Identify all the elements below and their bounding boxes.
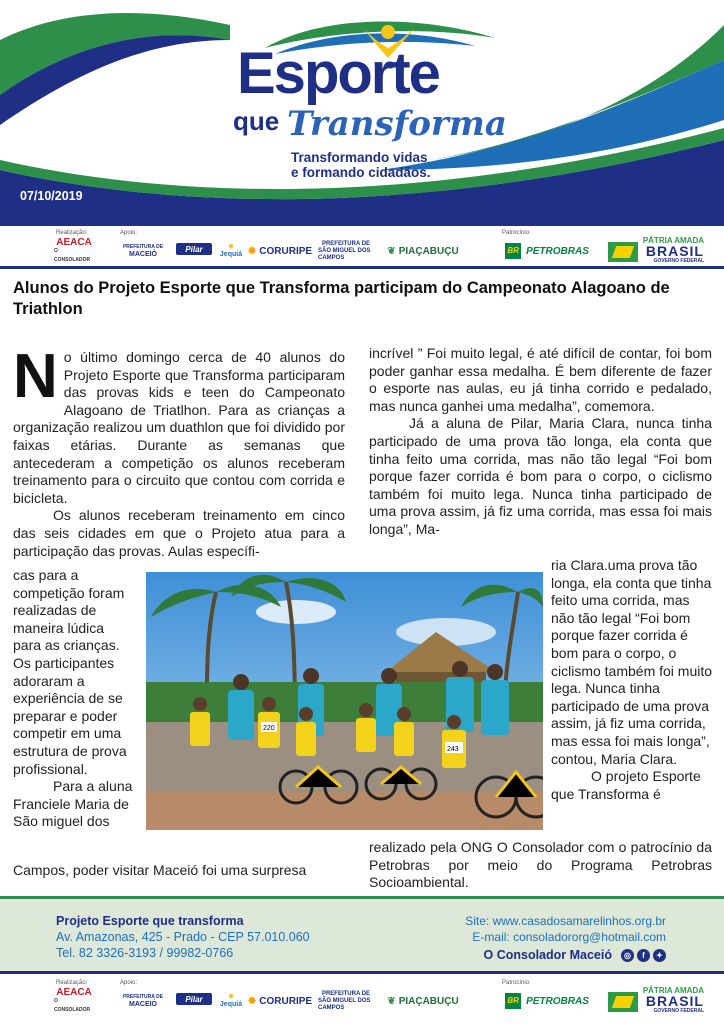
paragraph-3: Para a aluna Franciele Maria de São miguel dos — [13, 778, 133, 830]
article-column-left — [13, 342, 345, 560]
coruripe-logo-text: CORURIPE — [259, 245, 313, 257]
pilar-logo: Pilar — [176, 993, 212, 1005]
bib-number-1: 220 — [263, 725, 275, 732]
jequia-sun-icon: ● — [227, 241, 235, 252]
petrobras-logo-text: PETROBRAS — [526, 995, 589, 1007]
prefeitura-maceio-logo — [120, 240, 166, 262]
quote-paragraph-1: incrível ” Foi muito legal, é até difícil de contar, foi bom poder ganhar essa medalha. É bem diferente de fazer o esporte nas aulas, eu já tinha corrido e pedalado, mas nunca ganhei uma medalha”, comemora. — [369, 345, 712, 414]
label-apoio: Apoio: — [120, 230, 138, 236]
pilar-logo: Pilar — [176, 243, 212, 255]
piacabucu-leaf-icon: ❦ — [387, 245, 396, 257]
piacabucu-logo — [384, 990, 462, 1012]
jequia-logo-text: Jequiá — [219, 251, 243, 258]
brazil-flag-icon — [608, 992, 638, 1012]
jequia-logo — [218, 990, 244, 1012]
patria-l1: PÁTRIA AMADA — [642, 986, 704, 995]
prefeitura-maceio-l1: PREFEITURA DE — [122, 994, 164, 1000]
phone: Tel. 82 3326-3193 / 99982-0766 — [56, 946, 234, 960]
patria-l2: BRASIL — [645, 243, 704, 259]
sao-miguel-l1: PREFEITURA DE — [321, 240, 371, 247]
aeaca-logo-text: AEACA — [56, 236, 92, 248]
paragraph-2-continued: cas para a competição foram realizadas de maneira lúdica para as crianças. Os participantes adoraram a experiência de se preparar e poder competir em uma estrutura de prova profissional. — [13, 567, 127, 777]
logo-word-esporte: Esporte — [237, 41, 439, 106]
closing-paragraph-continued: realizado pela ONG O Consolador com o patrocínio da Petrobras por meio do Programa Petrobras Socioambiental. — [369, 839, 712, 891]
prefeitura-maceio-l2: MACEIÓ — [129, 1001, 157, 1008]
logo-word-que: que — [233, 106, 280, 136]
coruripe-sun-icon: ✹ — [247, 245, 257, 257]
petrobras-logo-text: PETROBRAS — [526, 245, 589, 257]
address: Av. Amazonas, 425 - Prado - CEP 57.010.060 — [56, 930, 310, 944]
esporte-que-transforma-logo — [225, 18, 525, 188]
coruripe-logo — [248, 990, 312, 1012]
contact-footer — [0, 896, 724, 974]
closing-paragraph: O projeto Esporte que Transforma é — [551, 768, 701, 802]
twitter-icon[interactable]: ✦ — [653, 949, 666, 962]
issue-date: 07/10/2019 — [20, 189, 83, 203]
prefeitura-maceio-logo — [120, 990, 166, 1012]
article-column-right-narrow — [551, 557, 714, 803]
petrobras-br-mark: BR — [505, 243, 521, 259]
sao-miguel-l1: PREFEITURA DE — [321, 990, 371, 997]
label-patrocinio: Patrocínio: — [502, 230, 531, 236]
label-apoio: Apoio: — [120, 980, 138, 986]
piacabucu-logo-text: PIAÇABUÇU — [398, 995, 459, 1007]
drop-cap: N — [13, 342, 58, 411]
tagline-line-1: Transformando vidas — [291, 150, 428, 165]
jequia-logo-text: Jequiá — [219, 1001, 243, 1008]
coruripe-logo — [248, 240, 312, 262]
header-banner — [0, 0, 724, 226]
article-column-left-narrow — [13, 567, 133, 831]
project-name: Projeto Esporte que transforma — [56, 914, 244, 928]
brazil-flag-icon — [608, 242, 638, 262]
prefeitura-maceio-l1: PREFEITURA DE — [122, 244, 164, 250]
coruripe-logo-text: CORURIPE — [259, 995, 313, 1007]
paragraph-1: o último domingo cerca de 40 alunos do Projeto Esporte que Transforma participaram das provas kids e teen do Campeonato Alagoano de Triatlhon. Para as crianças a organização realizou um duathlon que foi dividido por faixas etárias. Durante as semanas que antecederam a competição os alunos receberam treinamento para o circuito que contou com corrida e bicicleta. — [13, 349, 345, 506]
piacabucu-logo — [384, 240, 462, 262]
petrobras-br-mark: BR — [505, 993, 521, 1009]
logo-tagline — [291, 150, 481, 180]
logo-word-transforma: Transforma — [287, 104, 507, 144]
social-handle: O Consolador Maceió — [483, 948, 612, 962]
jequia-sun-icon: ● — [227, 991, 235, 1002]
quote-paragraph-2: Já a aluna de Pilar, Maria Clara, nunca tinha participado de uma prova tão longa, ela conta que tinha feito uma corrida, mas não tão legal “Foi bom porque fazer corrida é bom para o corpo, o ciclismo também foi muito lega. Nunca tinha participado de uma prova assim, já fiz uma corrida, mas essa foi mais longa”, Ma- — [369, 415, 712, 537]
group-photo — [146, 572, 543, 830]
sponsor-bar-top — [0, 227, 724, 269]
coruripe-sun-icon: ✹ — [247, 995, 257, 1007]
quote-paragraph-2-continued: ria Clara.uma prova tão longa, ela conta que tinha feito uma corrida, mas não tão legal “Foi bom porque fazer corrida é bom para o corpo, o ciclismo também foi muito lega. Nunca tinha participado de uma prova assim, já fiz uma corrida, mas essa foi mais longa”, contou, Maria Clara. — [551, 557, 713, 767]
petrobras-logo — [500, 990, 594, 1012]
label-patrocinio: Patrocínio: — [502, 980, 531, 986]
jequia-logo — [218, 240, 244, 262]
bib-number-2: 243 — [447, 746, 459, 753]
paragraph-3-continued: Campos, poder visitar Maceió foi uma surpresa — [13, 862, 307, 878]
petrobras-logo — [500, 240, 594, 262]
aeaca-logo — [54, 236, 94, 263]
paragraph-2: Os alunos receberam treinamento em cinco das seis cidades em que o Projeto atua para a participação das provas. Aulas específi- — [13, 507, 345, 559]
patria-l3: GOVERNO FEDERAL — [653, 1008, 704, 1014]
instagram-icon[interactable]: ◎ — [621, 949, 634, 962]
website-link[interactable]: Site: www.casadosamarelinhos.org.br — [465, 914, 666, 928]
sao-miguel-logo — [318, 990, 374, 1012]
sao-miguel-l2: SÃO MIGUEL DOS CAMPOS — [318, 247, 371, 261]
patria-l3: GOVERNO FEDERAL — [653, 258, 704, 264]
tagline-line-2: e formando cidadãos. — [291, 165, 431, 180]
label-realizacao: Realização: — [56, 230, 88, 236]
aeaca-logo-sub: O CONSOLADOR — [54, 247, 91, 263]
patria-amada-brasil-logo — [608, 986, 704, 1014]
social-block — [484, 948, 667, 962]
email-link[interactable]: E-mail: consoladororg@hotmail.com — [472, 930, 666, 944]
aeaca-logo-text: AEACA — [56, 986, 92, 998]
sao-miguel-logo — [318, 240, 374, 262]
athletes-photo-illustration — [146, 572, 543, 830]
aeaca-logo-sub: O CONSOLADOR — [54, 997, 91, 1013]
label-realizacao: Realização: — [56, 980, 88, 986]
prefeitura-maceio-l2: MACEIÓ — [129, 251, 157, 258]
facebook-icon[interactable]: f — [637, 949, 650, 962]
sao-miguel-l2: SÃO MIGUEL DOS CAMPOS — [318, 997, 371, 1011]
article-column-right — [369, 345, 712, 539]
article-headline: Alunos do Projeto Esporte que Transforma participam do Campeonato Alagoano de Triathlon — [13, 279, 670, 318]
piacabucu-logo-text: PIAÇABUÇU — [398, 245, 459, 257]
piacabucu-leaf-icon: ❦ — [387, 995, 396, 1007]
patria-l2: BRASIL — [645, 993, 704, 1009]
patria-l1: PÁTRIA AMADA — [642, 236, 704, 245]
patria-amada-brasil-logo — [608, 236, 704, 264]
sponsor-bar-bottom — [0, 977, 724, 1019]
aeaca-logo — [54, 986, 94, 1013]
